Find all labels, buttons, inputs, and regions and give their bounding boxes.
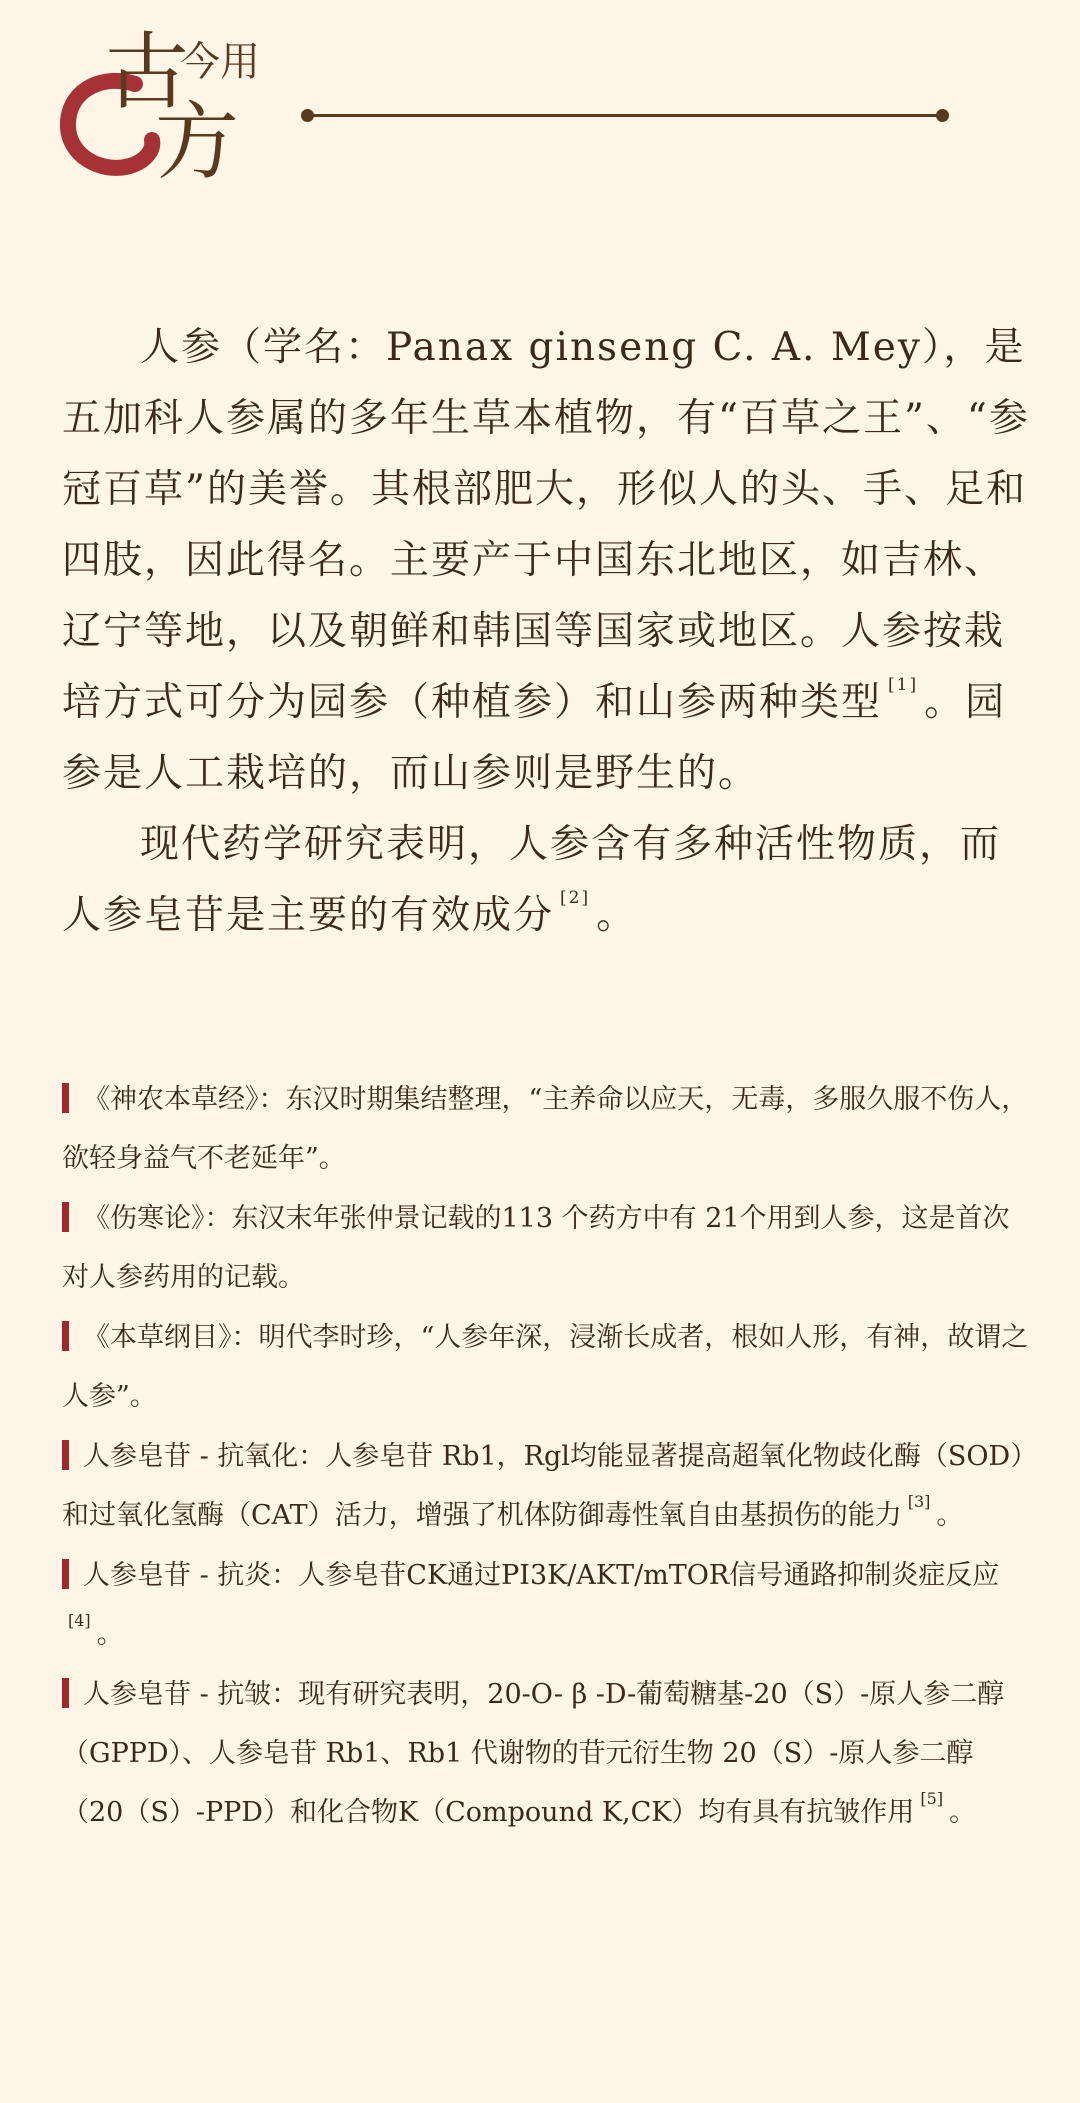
- notes-list: [62, 1070, 1032, 1843]
- note-text: 《神农本草经》：东汉时期集结整理，“主养命以应天，无毒，多服久服不伤人，欲轻身益气不老延年”。: [62, 1084, 1029, 1174]
- red-bar-marker: [62, 1321, 69, 1351]
- reference-4: [4]: [68, 1611, 91, 1630]
- note-item: [62, 1308, 1032, 1426]
- intro-paragraph-1-text: 人参（学名：Panax ginseng C. A. Mey），是五加科人参属的多年生草本植物，有“百草之王”、“参冠百草”的美誉。其根部肥大，形似人的头、手、足和四肢，因此得名。主要产于中国东北地区，如吉林、辽宁等地，以及朝鲜和韩国等国家或地区。人参按栽培方式可分为园参（种植参）和山参两种类型: [62, 325, 1030, 725]
- red-bar-marker: [62, 1202, 69, 1232]
- red-bar-marker: [62, 1559, 69, 1589]
- intro-paragraph-2: [62, 809, 1032, 951]
- note-tail: 。: [949, 1797, 977, 1828]
- logo-text-jinyong: 今用: [180, 39, 260, 85]
- divider-dot-left: [301, 109, 314, 122]
- note-text: 《伤寒论》：东汉末年张仲景记载的113 个药方中有 21个用到人参，这是首次对人参药用的记载。: [62, 1203, 1010, 1293]
- divider-dot-right: [936, 109, 949, 122]
- intro-section: [62, 312, 1032, 951]
- note-text: 《本草纲目》：明代李时珍，“人参年深，浸渐长成者，根如人形，有神，故谓之人参”。: [62, 1322, 1029, 1412]
- red-bar-marker: [62, 1678, 69, 1708]
- note-item: [62, 1665, 1032, 1842]
- logo-char-fang: 方: [155, 93, 240, 191]
- intro-paragraph-2-tail: 。: [596, 893, 638, 938]
- note-item: [62, 1546, 1032, 1664]
- note-item: [62, 1427, 1032, 1545]
- reference-2: [2]: [560, 888, 591, 908]
- reference-5: [5]: [920, 1789, 944, 1808]
- reference-3: [3]: [907, 1492, 931, 1511]
- note-text: 人参皂苷 - 抗炎：人参皂苷CK通过PI3K/AKT/mTOR信号通路抑制炎症反应: [83, 1560, 1000, 1591]
- logo-char-gu: 古: [105, 23, 190, 121]
- note-tail: 。: [96, 1619, 124, 1650]
- note-text: 人参皂苷 - 抗氧化：人参皂苷 Rb1，Rgl均能显著提高超氧化物歧化酶（SOD）和过氧化氢酶（CAT）活力，增强了机体防御毒性氧自由基损伤的能力: [62, 1441, 1024, 1531]
- note-item: [62, 1189, 1032, 1307]
- red-bar-marker: [62, 1083, 69, 1113]
- intro-paragraph-1-tail: 。园参是人工栽培的，而山参则是野生的。: [62, 680, 1007, 796]
- reference-1: [1]: [888, 675, 919, 695]
- intro-paragraph-2-text: 现代药学研究表明，人参含有多种活性物质，而人参皂苷是主要的有效成分: [62, 822, 1002, 938]
- header: [55, 23, 1015, 191]
- note-item: [62, 1070, 1032, 1188]
- note-tail: 。: [936, 1500, 964, 1531]
- red-bar-marker: [62, 1440, 69, 1470]
- header-divider-line: [307, 114, 943, 117]
- note-text: 人参皂苷 - 抗皱：现有研究表明，20-O- β -D-葡萄糖基-20（S）-原人参二醇（GPPD）、人参皂苷 Rb1、Rb1 代谢物的苷元衍生物 20（S）-原人参二醇（20（S）-PPD）和化合物K（Compound K,CK）均有具有抗皱作用: [62, 1679, 1005, 1828]
- intro-paragraph-1: [62, 312, 1032, 809]
